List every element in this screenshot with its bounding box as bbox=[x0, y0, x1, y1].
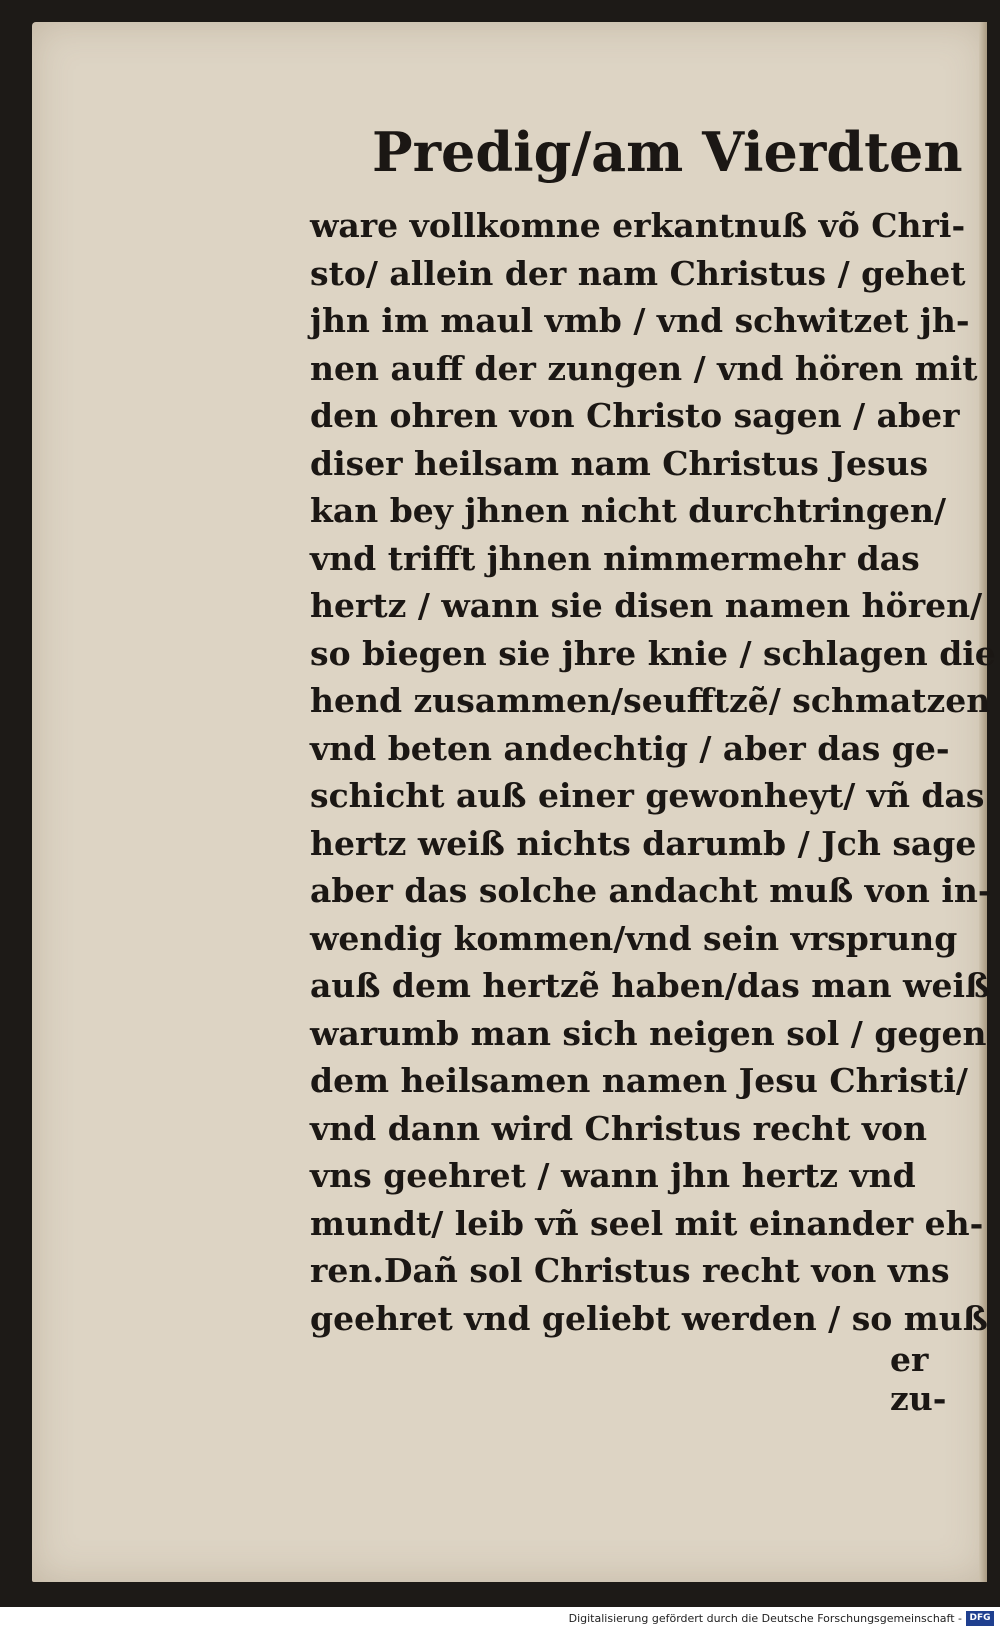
text-block bbox=[310, 202, 996, 1342]
text-line: ware vollkomne erkantnuß võ Chri- bbox=[310, 206, 966, 245]
text-line: vnd beten andechtig / aber das ge- bbox=[310, 728, 950, 768]
dfg-logo: DFG bbox=[966, 1611, 994, 1626]
funding-credit: Digitalisierung gefördert durch die Deutsche Forschungsgemeinschaft - bbox=[568, 1612, 962, 1625]
text-line: jhn im maul vmb / vnd schwitzet jh- bbox=[310, 301, 970, 340]
text-line: nen auff der zungen / vnd hören mit bbox=[310, 348, 978, 388]
catchword: er zu- bbox=[890, 1340, 947, 1418]
text-line: geehret vnd geliebt werden / so muß bbox=[310, 1298, 988, 1338]
text-line: mundt/ leib vñ seel mit einander eh- bbox=[310, 1203, 984, 1243]
text-line: warumb man sich neigen sol / gegen bbox=[310, 1013, 987, 1053]
footer-bar bbox=[0, 1607, 1000, 1629]
text-line: vns geehret / wann jhn hertz vnd bbox=[310, 1156, 916, 1195]
text-line: hend zusammen/seufftzẽ/ schmatzen bbox=[310, 681, 991, 720]
text-line: wendig kommen/vnd sein vrsprung bbox=[310, 918, 958, 958]
text-line: hertz weiß nichts darumb / Jch sage bbox=[310, 823, 977, 863]
text-line: den ohren von Christo sagen / aber bbox=[310, 396, 960, 435]
text-line: vnd trifft jhnen nimmermehr das bbox=[310, 538, 920, 578]
text-line: vnd dann wird Christus recht von bbox=[310, 1108, 927, 1148]
text-line: diser heilsam nam Christus Jesus bbox=[310, 443, 929, 483]
text-line: sto/ allein der nam Christus / gehet bbox=[310, 253, 966, 293]
text-line: schicht auß einer gewonheyt/ vñ das bbox=[310, 776, 985, 815]
text-line: hertz / wann sie disen namen hören/ bbox=[310, 586, 983, 625]
text-line: kan bey jhnen nicht durchtringen/ bbox=[310, 491, 947, 530]
text-line: aber das solche andacht muß von in- bbox=[310, 871, 992, 910]
text-line: ren.Dañ sol Christus recht von vns bbox=[310, 1251, 950, 1290]
text-line: auß dem hertzẽ haben/das man weiß bbox=[310, 966, 991, 1005]
running-head: Predig/am Vierdten bbox=[372, 120, 963, 184]
text-line: dem heilsamen namen Jesu Christi/ bbox=[310, 1061, 968, 1100]
book-page bbox=[32, 22, 996, 1582]
text-line: so biegen sie jhre knie / schlagen die bbox=[310, 633, 996, 673]
